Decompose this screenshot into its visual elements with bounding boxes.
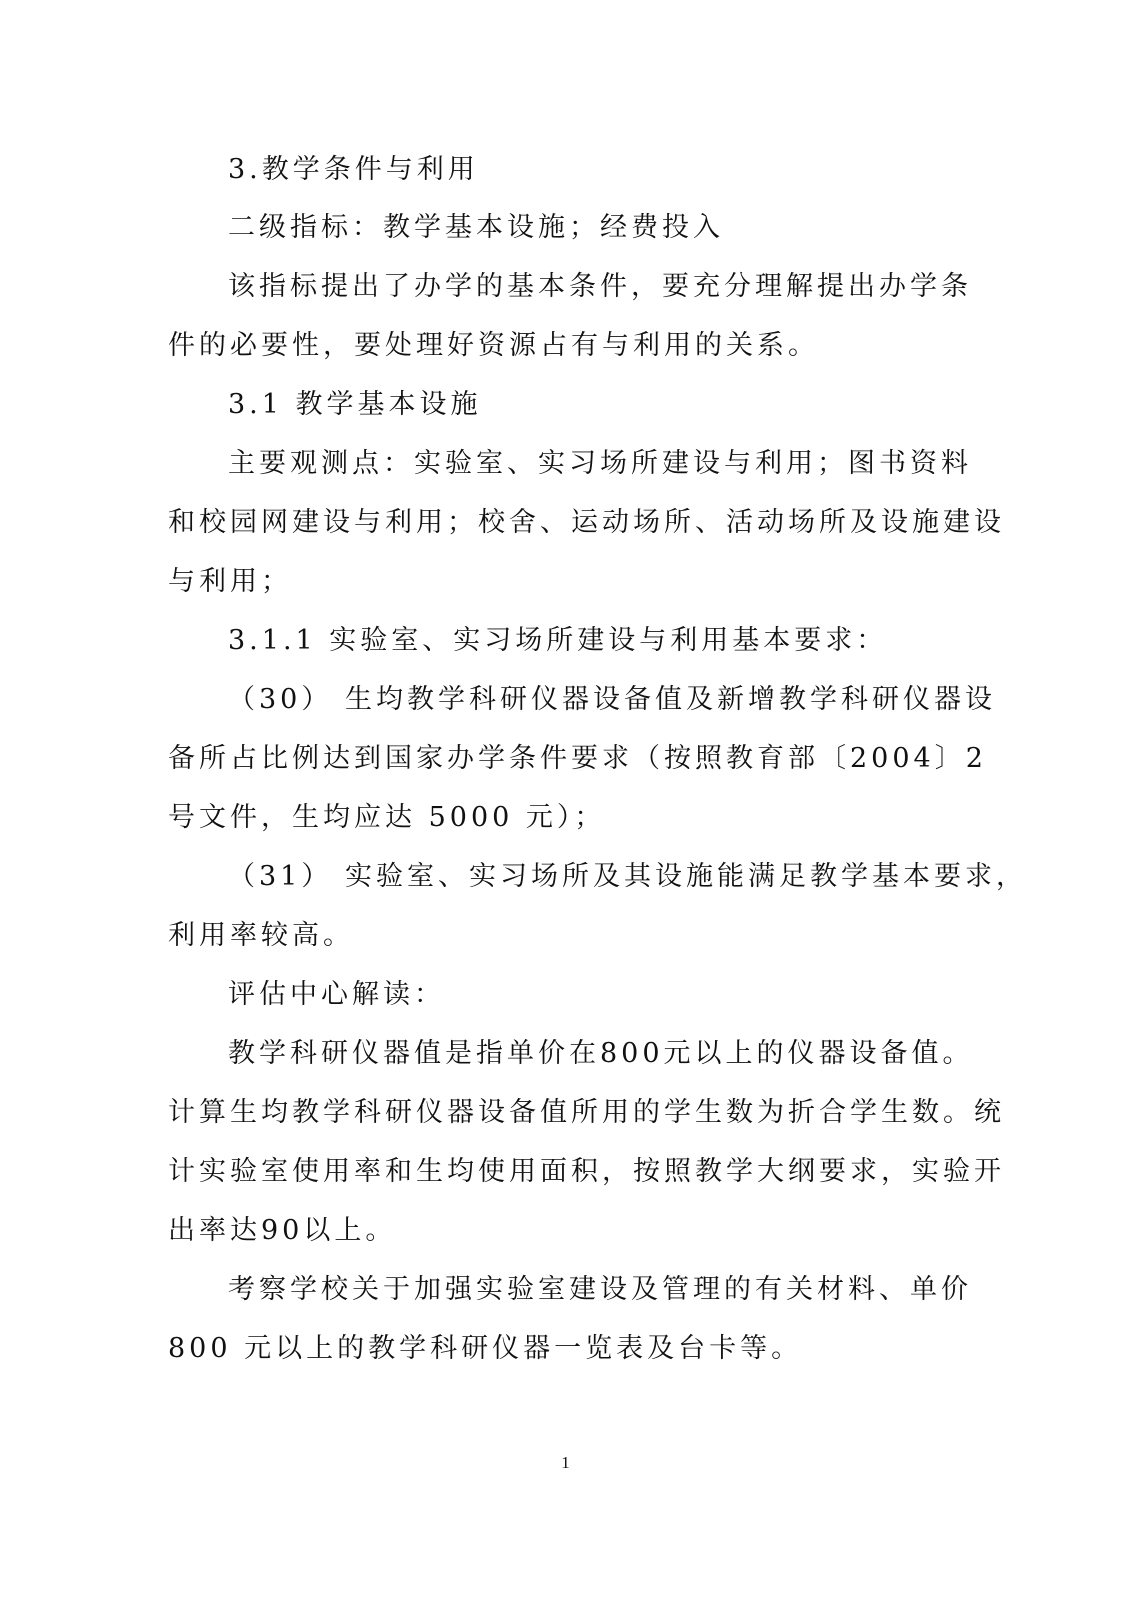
interpretation-heading: 评估中心解读： xyxy=(228,979,445,1010)
paragraph-line: 800 元以上的教学科研仪器一览表及台卡等。 xyxy=(168,1333,803,1364)
paragraph-line: 计实验室使用率和生均使用面积，按照教学大纲要求，实验开 xyxy=(168,1156,1005,1187)
requirement-item: （30） 生均教学科研仪器设备值及新增教学科研仪器设 xyxy=(228,684,996,715)
paragraph-line: 教学科研仪器值是指单价在800元以上的仪器设备值。 xyxy=(228,1038,974,1069)
paragraph-line: 号文件，生均应达 5000 元）； xyxy=(168,802,606,833)
subsubsection-heading: 3.1.1 实验室、实习场所建设与利用基本要求： xyxy=(228,625,888,656)
paragraph-line: 备所占比例达到国家办学条件要求（按照教育部〔2004〕2 xyxy=(168,743,987,774)
paragraph-line: 件的必要性，要处理好资源占有与利用的关系。 xyxy=(168,330,819,361)
page-number: 1 xyxy=(561,1453,570,1472)
requirement-item: （31） 实验室、实习场所及其设施能满足教学基本要求， xyxy=(228,861,1027,892)
paragraph-line: 利用率较高。 xyxy=(168,920,354,951)
subsection-heading: 3.1 教学基本设施 xyxy=(228,389,482,420)
paragraph-line: 和校园网建设与利用；校舍、运动场所、活动场所及设施建设 xyxy=(168,507,1005,538)
section-heading: 3.教学条件与利用 xyxy=(228,154,479,185)
secondary-indicator: 二级指标：教学基本设施；经费投入 xyxy=(228,212,724,243)
paragraph-line: 该指标提出了办学的基本条件，要充分理解提出办学条 xyxy=(228,271,972,302)
paragraph-line: 出率达90以上。 xyxy=(168,1215,397,1246)
paragraph-line: 与利用； xyxy=(168,566,292,597)
paragraph-line: 计算生均教学科研仪器设备值所用的学生数为折合学生数。统 xyxy=(168,1097,1005,1128)
paragraph-line: 考察学校关于加强实验室建设及管理的有关材料、单价 xyxy=(228,1274,972,1305)
paragraph-line: 主要观测点：实验室、实习场所建设与利用；图书资料 xyxy=(228,448,972,479)
